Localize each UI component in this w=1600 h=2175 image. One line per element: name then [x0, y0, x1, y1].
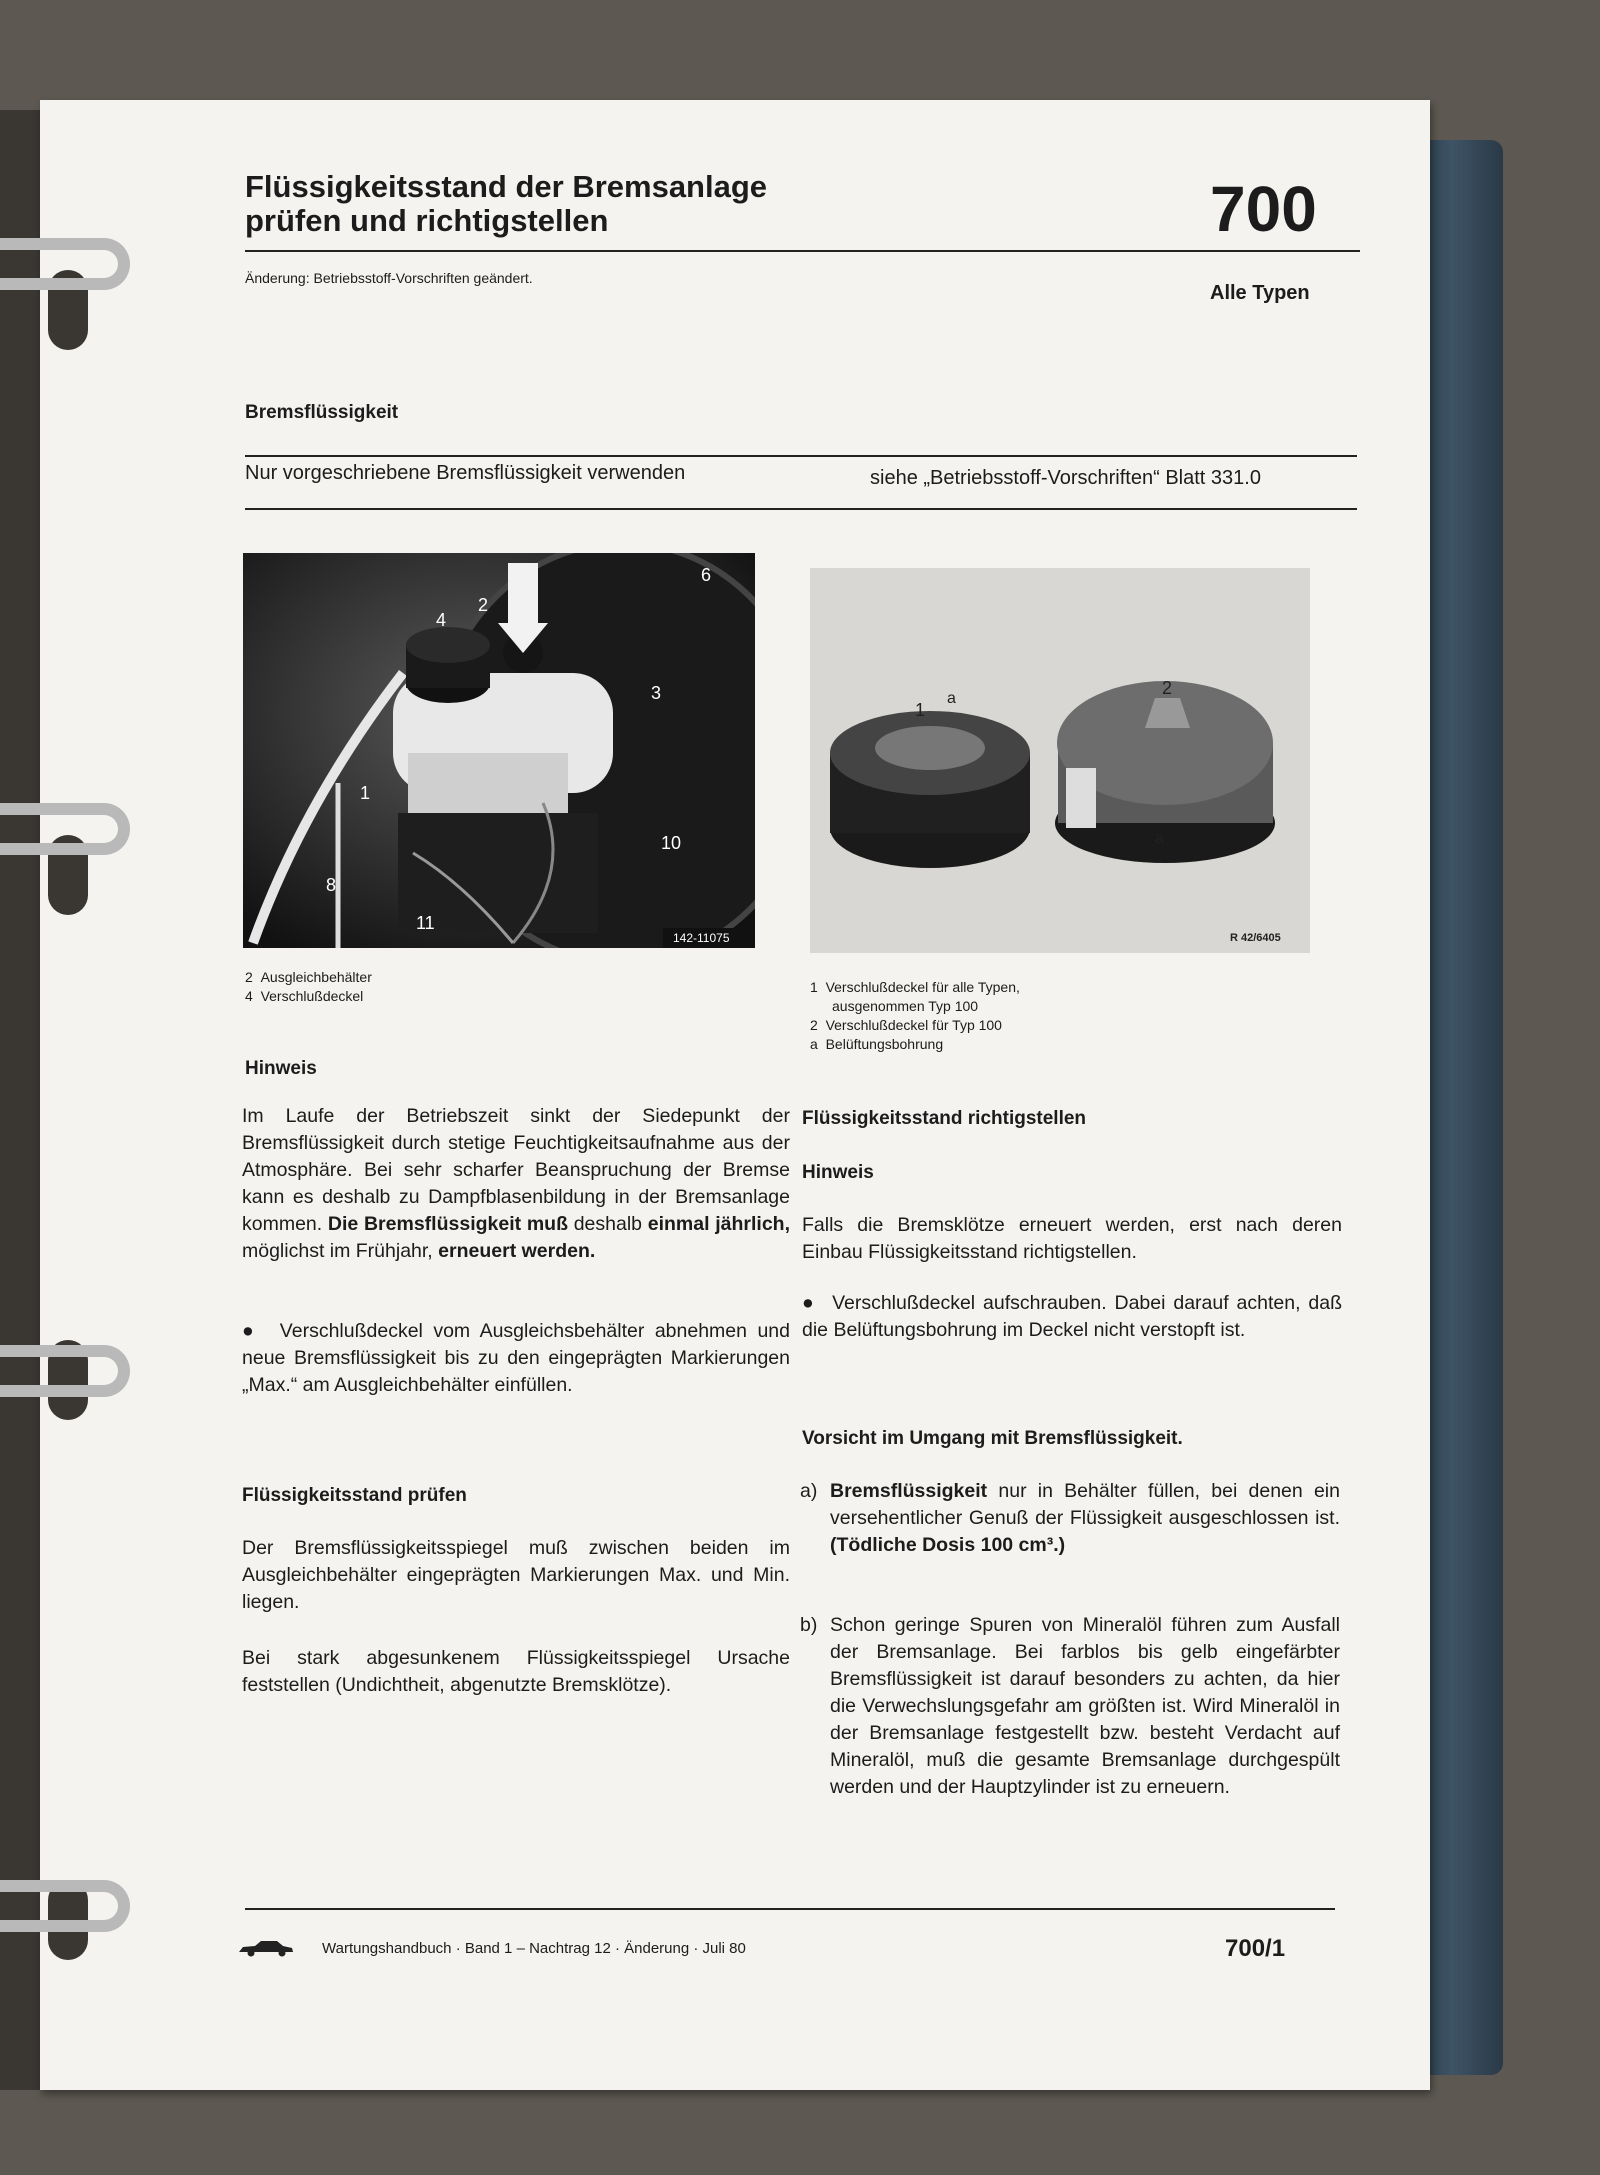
callout-8: 8 — [326, 875, 337, 895]
item-b-text: Schon geringe Spuren von Mineralöl führen zum Ausfall der Bremsanlage. Bei farblos bis gelb eingefärbter Bremsflüssigkeit ist darauf besonders zu achten, da hier die Verwechslungsgefahr am größten ist. Wird Mineralöl in der Bremsanlage festgestellt bzw. besteht Verdacht auf Mineralöl, muß die gesamte Bremsanlage durchgespült werden und der Hauptzylinder ist zu erneuern. — [830, 1614, 1340, 1798]
fluid-requirement: Nur vorgeschriebene Bremsflüssigkeit verwenden — [245, 462, 686, 484]
figure-ref: R 42/6405 — [1230, 932, 1281, 944]
hinweis-paragraph-right: Falls die Bremsklötze erneuert werden, erst nach deren Einbau Flüssigkeitsstand richtigstellen. — [802, 1214, 1342, 1263]
bullet-icon: ● — [802, 1292, 817, 1314]
callout-6: 6 — [701, 565, 712, 585]
binder-ring — [0, 1345, 130, 1397]
fluid-reference: siehe „Betriebsstoff-Vorschriften“ Blatt 331.0 — [870, 467, 1261, 489]
section-heading: Bremsflüssigkeit — [245, 402, 399, 423]
figure-ref: 142-11075 — [673, 931, 730, 945]
row-rule-top — [245, 455, 1357, 457]
row-rule-bottom — [245, 508, 1357, 510]
page-title: Flüssigkeitsstand der Bremsanlage prüfen und richtigstellen — [245, 169, 768, 238]
page-code: 700 — [1210, 173, 1317, 245]
car-icon — [237, 1938, 295, 1963]
footer-text: Wartungshandbuch · Band 1 – Nachtrag 12 · Änderung · Juli 80 — [322, 1940, 746, 1957]
engine-bay-image — [243, 553, 755, 948]
adjust-heading: Flüssigkeitsstand richtigstellen — [802, 1108, 1087, 1129]
callout-2: 2 — [478, 595, 489, 615]
check-paragraph-1: Der Bremsflüssigkeitsspiegel muß zwischen beiden im Ausgleichbehälter eingeprägten Markierungen Max. und Min. liegen. — [242, 1537, 790, 1613]
check-heading: Flüssigkeitsstand prüfen — [242, 1485, 467, 1506]
applies-to: Alle Typen — [1210, 282, 1310, 304]
footer-rule — [245, 1908, 1335, 1910]
figure-left-captions: 2 Ausgleichbehälter 4 Verschlußdeckel — [245, 969, 372, 1004]
caps-photo — [810, 568, 1310, 953]
callout-3: 3 — [651, 683, 662, 703]
caps-image — [810, 568, 1310, 953]
callout-a: a — [947, 690, 956, 707]
callout-1: 1 — [915, 700, 926, 720]
hinweis-paragraph: Im Laufe der Betriebszeit sinkt der Siedepunkt der Bremsflüssigkeit durch stetige Feuchtigkeitsaufnahme aus der Atmosphäre. Bei sehr scharfer Beanspruchung der Bremse kann es deshalb zu Dampfblasenbildung in der Bremsanlage kommen. Die Bremsflüssigkeit muß deshalb einmal jährlich, möglichst im Frühjahr, erneuert werden. — [242, 1105, 790, 1262]
screw-instruction: ● Verschlußdeckel aufschrauben. Dabei darauf achten, daß die Belüftungsbohrung im Deckel nicht verstopft ist. — [802, 1292, 1342, 1341]
binder-ring — [0, 1880, 130, 1932]
figure-right-captions: 1 Verschlußdeckel für alle Typen, ausgenommen Typ 100 2 Verschlußdeckel für Typ 100 a Belüftungsbohrung — [810, 979, 1020, 1052]
item-a-mark: a) — [800, 1480, 818, 1502]
fill-instruction: ● Verschlußdeckel vom Ausgleichsbehälter abnehmen und neue Bremsflüssigkeit bis zu den eingeprägten Markierungen „Max.“ am Ausgleichbehälter einfüllen. — [242, 1320, 790, 1396]
item-a-text: Bremsflüssigkeit nur in Behälter füllen, bei denen ein versehentlicher Genuß der Flüssigkeit ausgeschlossen ist. (Tödliche Dosis 100 cm³.) — [830, 1480, 1340, 1556]
manual-page — [40, 100, 1430, 2090]
header-rule — [245, 250, 1360, 252]
check-paragraph-2: Bei stark abgesunkenem Flüssigkeitsspiegel Ursache feststellen (Undichtheit, abgenutzte Bremsklötze). — [242, 1647, 790, 1696]
hinweis-heading: Hinweis — [245, 1058, 317, 1079]
page-number: 700/1 — [1225, 1935, 1286, 1962]
item-b-mark: b) — [800, 1614, 818, 1636]
bullet-icon: ● — [242, 1320, 259, 1342]
binder-ring — [0, 803, 130, 855]
change-note: Änderung: Betriebsstoff-Vorschriften geändert. — [245, 270, 533, 286]
engine-bay-photo — [243, 553, 755, 948]
hinweis-heading-right: Hinweis — [802, 1162, 874, 1183]
callout-1: 1 — [360, 783, 371, 803]
callout-4: 4 — [436, 610, 447, 630]
callout-10: 10 — [661, 833, 682, 853]
callout-2: 2 — [1162, 678, 1173, 698]
binder-spine — [1418, 140, 1503, 2075]
binder-ring — [0, 238, 130, 290]
callout-a: a — [1155, 830, 1164, 847]
caution-heading: Vorsicht im Umgang mit Bremsflüssigkeit. — [802, 1428, 1183, 1449]
callout-11: 11 — [416, 913, 435, 933]
